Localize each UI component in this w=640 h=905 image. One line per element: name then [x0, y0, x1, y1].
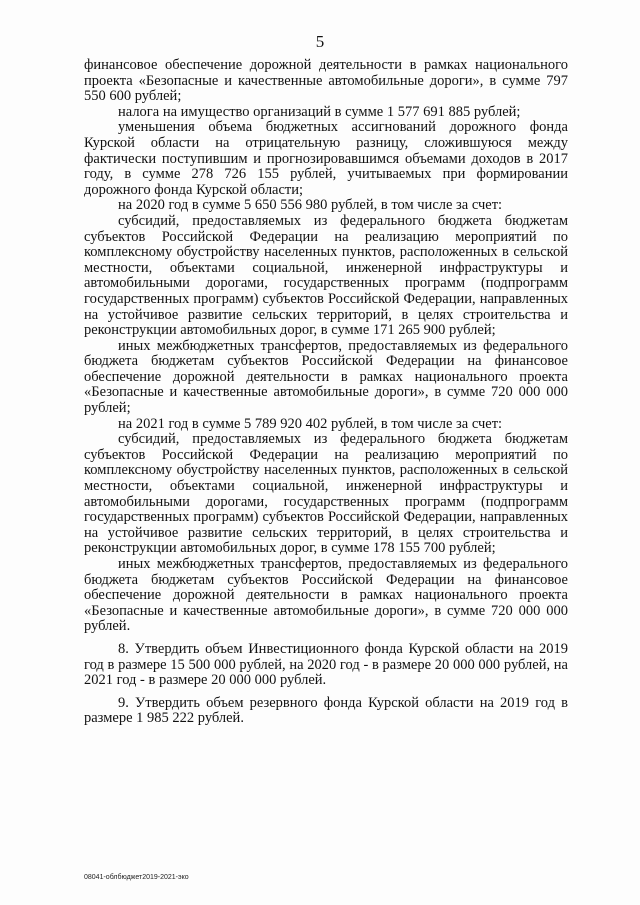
paragraph: финансовое обеспечение дорожной деятельности в рамках национального проекта «Безопасные и качественные автомобильные дороги», в сумме 797 550 600 рублей; — [84, 57, 568, 105]
paragraph: на 2021 год в сумме 5 789 920 402 рублей, в том числе за счет: — [118, 415, 503, 432]
paragraph: иных межбюджетных трансфертов, предоставляемых из федерального бюджета бюджетам субъектов Российской Федерации на финансовое обеспечение дорожной деятельности в рамках национального проекта «Безопасные и качественные автомобильные дороги», в сумме 720 000 000 рублей. — [84, 556, 568, 635]
paragraph: налога на имущество организаций в сумме 1 577 691 885 рублей; — [118, 103, 521, 120]
file-reference-footer: 08041-облбюджет2019-2021-эко — [84, 874, 189, 881]
paragraph: на 2020 год в сумме 5 650 556 980 рублей, в том числе за счет: — [118, 197, 503, 214]
paragraph: субсидий, предоставляемых из федерального бюджета бюджетам субъектов Российской Федерации на реализацию мероприятий по комплексному обустройству населенных пунктов, расположенных в сельской местности, объектами социальной, инженерной инфраструктуры и автомобильными дорогами, государственных программ (подпрограмм государственных программ) субъектов Российской Федерации, направленных на устойчивое развитие сельских территорий, в целях строительства и реконструкции автомобильных дорог, в сумме 171 265 900 рублей; — [84, 212, 568, 339]
document-body — [84, 58, 568, 727]
paragraph: иных межбюджетных трансфертов, предоставляемых из федерального бюджета бюджетам субъектов Российской Федерации на финансовое обеспечение дорожной деятельности в рамках национального проекта «Безопасные и качественные автомобильные дороги», в сумме 720 000 000 рублей; — [84, 337, 568, 417]
paragraph: 9. Утвердить объем резервного фонда Курской области на 2019 год в размере 1 985 222 рублей. — [84, 694, 568, 727]
paragraph: 8. Утвердить объем Инвестиционного фонда Курской области на 2019 год в размере 15 500 000 рублей, на 2020 год - в размере 20 000 000 рублей, на 2021 год - в размере 20 000 000 рублей. — [84, 640, 568, 689]
page-number: 5 — [315, 32, 325, 51]
paragraph: уменьшения объема бюджетных ассигнований дорожного фонда Курской области на отрицательную разницу, сложившуюся между фактически поступившим и прогнозировавшимся объемами доходов в 2017 году, в сумме 278 726 155 рублей, учитываемых при формировании дорожного фонда Курской области; — [84, 119, 568, 198]
paragraph: субсидий, предоставляемых из федерального бюджета бюджетам субъектов Российской Федерации на реализацию мероприятий по комплексному обустройству населенных пунктов, расположенных в сельской местности, объектами социальной, инженерной инфраструктуры и автомобильными дорогами, государственных программ (подпрограмм государственных программ) субъектов Российской Федерации, направленных на устойчивое развитие сельских территорий, в целях строительства и реконструкции автомобильных дорог, в сумме 178 155 700 рублей; — [84, 431, 568, 557]
